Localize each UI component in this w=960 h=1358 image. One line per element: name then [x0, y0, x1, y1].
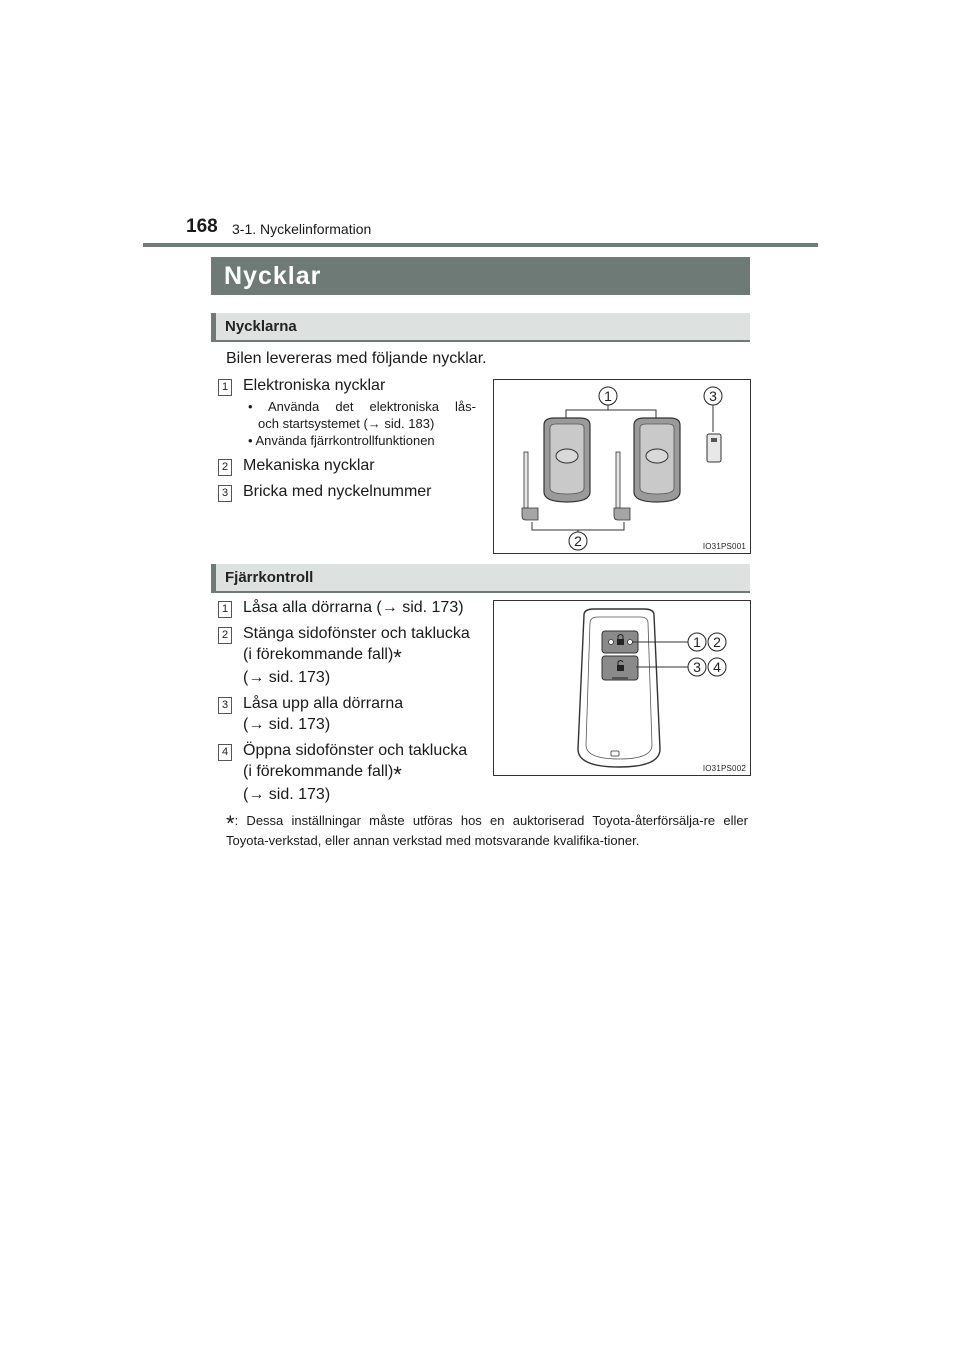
bullet-line: och startsystemet (→ sid. 183) — [258, 416, 435, 431]
remote-item-unlock-ref: (→ sid. 173) — [243, 716, 331, 733]
mechanical-key-icon — [616, 452, 620, 508]
key-item-tag: Bricka med nyckelnummer — [243, 483, 432, 500]
remote-illustration — [494, 601, 750, 775]
page-title-bar — [211, 257, 750, 295]
bullet-line: • Använda det elektroniska lås- — [248, 399, 476, 414]
page-number: 168 — [186, 216, 218, 237]
callout-3-label: 3 — [693, 659, 701, 675]
section-heading-keys — [211, 313, 750, 342]
header-divider — [143, 243, 818, 247]
key-item-electronic: Elektroniska nycklar — [243, 377, 386, 394]
remote-item-close-windows: Stänga sidofönster och taklucka — [243, 625, 470, 642]
callout-2-label: 2 — [574, 533, 582, 549]
footnote-marker: * — [226, 811, 235, 836]
remote-item-open-windows: Öppna sidofönster och taklucka — [243, 742, 468, 759]
section-heading-keys-label: Nycklarna — [225, 318, 297, 335]
footnote-text: : Dessa inställningar måste utföras hos en auktoriserad Toyota-återförsälja-re eller Toyota-verkstad, eller annan verkstad med motsvarande kvalifika-tioner. — [226, 813, 748, 848]
remote-item-unlock: Låsa upp alla dörrarna — [243, 695, 404, 712]
remote-item-close-windows-ref: (→ sid. 173) — [243, 669, 331, 686]
keys-intro: Bilen levereras med följande nycklar. — [226, 350, 487, 367]
keys-figure — [493, 379, 751, 554]
bullet-line: • Använda fjärrkontrollfunktionen — [248, 433, 435, 448]
section-heading-remote-label: Fjärrkontroll — [225, 569, 314, 586]
figure-code: IO31PS001 — [702, 542, 746, 551]
callout-1-label: 1 — [604, 388, 612, 404]
item-number-badge: 3 — [218, 697, 232, 714]
item-number-badge: 1 — [218, 601, 232, 618]
item-number-badge: 4 — [218, 744, 232, 761]
callout-2-label: 2 — [713, 634, 721, 650]
callout-3-label: 3 — [709, 388, 717, 404]
mechanical-key-icon — [524, 452, 528, 508]
remote-item-lock: Låsa alla dörrarna (→ sid. 173) — [243, 599, 464, 616]
remote-item-open-windows-line2: (i förekommande fall)* — [243, 762, 402, 787]
item-number-badge: 1 — [218, 379, 232, 396]
item-number-badge: 2 — [218, 627, 232, 644]
item-number-badge: 3 — [218, 485, 232, 502]
page-title: Nycklar — [224, 262, 322, 290]
section-heading-remote — [211, 564, 750, 593]
remote-item-close-windows-line2: (i förekommande fall)* — [243, 645, 402, 670]
keys-illustration — [494, 380, 750, 553]
key-item-mechanical: Mekaniska nycklar — [243, 457, 375, 474]
item-number-badge: 2 — [218, 459, 232, 476]
figure-code: IO31PS002 — [702, 764, 746, 773]
callout-4-label: 4 — [713, 659, 721, 675]
remote-figure — [493, 600, 751, 776]
section-breadcrumb: 3-1. Nyckelinformation — [232, 221, 372, 237]
footnote — [226, 811, 748, 851]
callout-1-label: 1 — [693, 634, 701, 650]
remote-item-open-windows-ref: (→ sid. 173) — [243, 786, 331, 803]
